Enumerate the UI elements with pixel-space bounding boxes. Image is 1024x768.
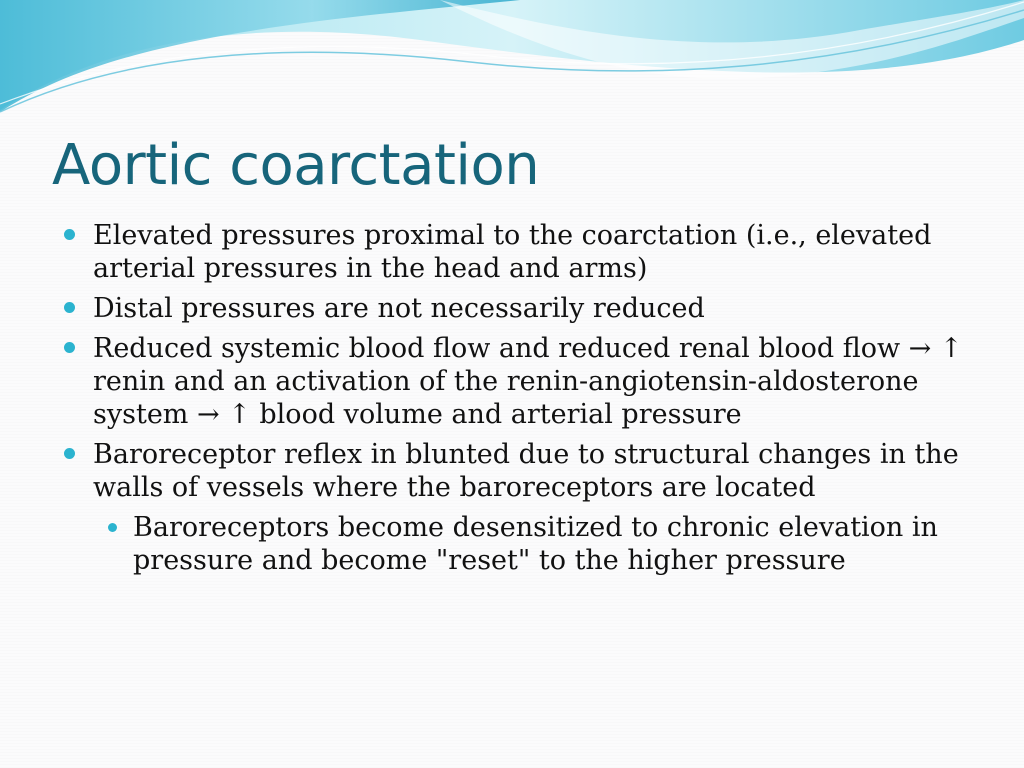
bullet-icon <box>64 342 75 353</box>
sub-bullet-icon <box>108 523 117 532</box>
bullet-item <box>62 292 982 325</box>
bullet-text: Baroreceptor reflex in blunted due to structural changes in the walls of vessels where the baroreceptors are located <box>93 439 959 503</box>
bullet-text: Elevated pressures proximal to the coarctation (i.e., elevated arterial pressures in the head and arms) <box>93 220 932 284</box>
sub-bullet-item <box>102 511 982 577</box>
bullet-item <box>62 332 982 431</box>
bullet-text: Reduced systemic blood flow and reduced renal blood flow → ↑ renin and an activation of the renin-angiotensin-aldosterone system → ↑ blood volume and arterial pressure <box>93 333 963 430</box>
bullet-list <box>62 219 982 584</box>
bullet-icon <box>64 448 75 459</box>
slide-title: Aortic coarctation <box>52 133 540 198</box>
bullet-icon <box>64 229 75 240</box>
bullet-item <box>62 219 982 285</box>
bullet-icon <box>64 302 75 313</box>
header-wave-decoration <box>0 0 1024 130</box>
bullet-item <box>62 438 982 504</box>
sub-bullet-text: Baroreceptors become desensitized to chronic elevation in pressure and become "reset" to the higher pressure <box>133 512 938 576</box>
bullet-text: Distal pressures are not necessarily reduced <box>93 293 705 324</box>
